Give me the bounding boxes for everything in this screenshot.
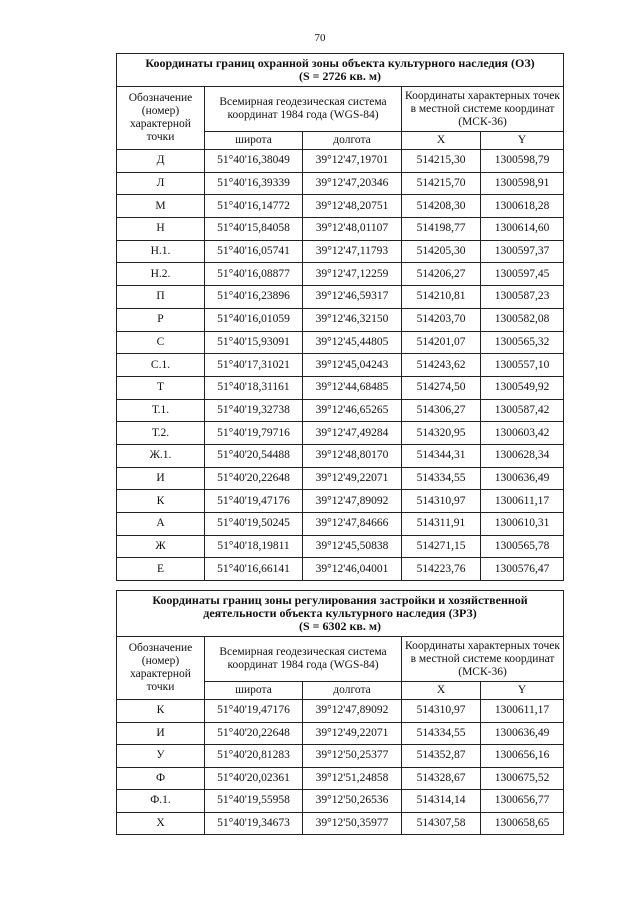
longitude: 39°12'50,26536	[303, 790, 402, 813]
table-row	[117, 722, 564, 745]
longitude: 39°12'47,89092	[303, 700, 402, 723]
coord-x: 514271,15	[402, 535, 481, 558]
header-y: Y	[481, 682, 564, 700]
table-row	[117, 308, 564, 331]
point-label: И	[117, 722, 205, 745]
latitude: 51°40'15,84058	[205, 218, 303, 241]
longitude: 39°12'49,22071	[303, 722, 402, 745]
coord-y: 1300587,23	[481, 286, 564, 309]
coord-y: 1300598,91	[481, 172, 564, 195]
coord-y: 1300587,42	[481, 399, 564, 422]
table-title	[117, 591, 564, 637]
coord-y: 1300656,16	[481, 745, 564, 768]
longitude: 39°12'46,32150	[303, 308, 402, 331]
point-label: П	[117, 286, 205, 309]
longitude: 39°12'48,01107	[303, 218, 402, 241]
longitude: 39°12'49,22071	[303, 467, 402, 490]
coord-y: 1300675,52	[481, 767, 564, 790]
header-y: Y	[481, 132, 564, 150]
point-label: Ж	[117, 535, 205, 558]
coord-y: 1300618,28	[481, 195, 564, 218]
coord-x: 514208,30	[402, 195, 481, 218]
longitude: 39°12'45,04243	[303, 354, 402, 377]
coord-y: 1300597,45	[481, 263, 564, 286]
coord-x: 514206,27	[402, 263, 481, 286]
coord-x: 514310,97	[402, 700, 481, 723]
latitude: 51°40'16,39339	[205, 172, 303, 195]
header-x: X	[402, 132, 481, 150]
coord-y: 1300658,65	[481, 812, 564, 835]
coord-y: 1300565,78	[481, 535, 564, 558]
longitude: 39°12'45,44805	[303, 331, 402, 354]
point-label: Т.2.	[117, 422, 205, 445]
point-label: Т.1.	[117, 399, 205, 422]
coord-x: 514311,91	[402, 513, 481, 536]
coord-y: 1300576,47	[481, 558, 564, 581]
header-msk36: Координаты характерных точек в местной системе координат (МСК-36)	[402, 87, 564, 132]
table-row	[117, 467, 564, 490]
point-label: К	[117, 700, 205, 723]
longitude: 39°12'47,20346	[303, 172, 402, 195]
table-row	[117, 700, 564, 723]
latitude: 51°40'16,23896	[205, 286, 303, 309]
point-label: Ф	[117, 767, 205, 790]
coord-x: 514334,55	[402, 467, 481, 490]
coord-x: 514223,76	[402, 558, 481, 581]
coord-x: 514215,30	[402, 150, 481, 173]
coord-x: 514306,27	[402, 399, 481, 422]
table-row	[117, 354, 564, 377]
point-label: Н	[117, 218, 205, 241]
coord-y: 1300636,49	[481, 467, 564, 490]
table-row	[117, 444, 564, 467]
latitude: 51°40'19,47176	[205, 490, 303, 513]
table-row	[117, 790, 564, 813]
coord-y: 1300628,34	[481, 444, 564, 467]
table-row	[117, 150, 564, 173]
latitude: 51°40'17,31021	[205, 354, 303, 377]
point-label: Н.2.	[117, 263, 205, 286]
longitude: 39°12'44,68485	[303, 376, 402, 399]
table-row	[117, 490, 564, 513]
longitude: 39°12'47,89092	[303, 490, 402, 513]
header-msk36: Координаты характерных точек в местной системе координат (МСК-36)	[402, 637, 564, 682]
header-longitude: долгота	[303, 132, 402, 150]
table-row	[117, 399, 564, 422]
table-row	[117, 422, 564, 445]
latitude: 51°40'16,66141	[205, 558, 303, 581]
latitude: 51°40'16,14772	[205, 195, 303, 218]
table-row	[117, 376, 564, 399]
latitude: 51°40'19,32738	[205, 399, 303, 422]
point-label: И	[117, 467, 205, 490]
latitude: 51°40'20,81283	[205, 745, 303, 768]
coord-x: 514307,58	[402, 812, 481, 835]
point-label: У	[117, 745, 205, 768]
table-row	[117, 558, 564, 581]
point-label: А	[117, 513, 205, 536]
longitude: 39°12'48,80170	[303, 444, 402, 467]
latitude: 51°40'16,05741	[205, 240, 303, 263]
header-point: Обозначение (номер) характерной точки	[117, 637, 205, 700]
latitude: 51°40'19,79716	[205, 422, 303, 445]
coord-x: 514198,77	[402, 218, 481, 241]
coord-x: 514334,55	[402, 722, 481, 745]
longitude: 39°12'47,11793	[303, 240, 402, 263]
latitude: 51°40'15,93091	[205, 331, 303, 354]
latitude: 51°40'20,22648	[205, 467, 303, 490]
coord-x: 514210,81	[402, 286, 481, 309]
table-row	[117, 172, 564, 195]
longitude: 39°12'50,35977	[303, 812, 402, 835]
point-label: Е	[117, 558, 205, 581]
coord-x: 514274,50	[402, 376, 481, 399]
point-label: Л	[117, 172, 205, 195]
longitude: 39°12'50,25377	[303, 745, 402, 768]
header-latitude: широта	[205, 682, 303, 700]
table-row	[117, 263, 564, 286]
point-label: Х	[117, 812, 205, 835]
table-title-area: (S = 2726 кв. м)	[298, 69, 382, 83]
point-label: С.1.	[117, 354, 205, 377]
coord-x: 514352,87	[402, 745, 481, 768]
coord-x: 514344,31	[402, 444, 481, 467]
latitude: 51°40'16,01059	[205, 308, 303, 331]
table-row	[117, 240, 564, 263]
longitude: 39°12'47,84666	[303, 513, 402, 536]
table-row	[117, 286, 564, 309]
latitude: 51°40'20,02361	[205, 767, 303, 790]
page-number: 70	[314, 32, 326, 44]
table-title-line: Координаты границ охранной зоны объекта культурного наследия (ОЗ)	[145, 56, 535, 70]
latitude: 51°40'19,50245	[205, 513, 303, 536]
coord-x: 514320,95	[402, 422, 481, 445]
table-row	[117, 535, 564, 558]
longitude: 39°12'46,04001	[303, 558, 402, 581]
header-point: Обозначение (номер) характерной точки	[117, 87, 205, 150]
longitude: 39°12'45,50838	[303, 535, 402, 558]
point-label: Н.1.	[117, 240, 205, 263]
header-longitude: долгота	[303, 682, 402, 700]
coord-x: 514328,67	[402, 767, 481, 790]
table-row	[117, 745, 564, 768]
coord-y: 1300603,42	[481, 422, 564, 445]
latitude: 51°40'19,55958	[205, 790, 303, 813]
zrz-coordinates-table	[116, 590, 564, 835]
point-label: К	[117, 490, 205, 513]
point-label: Ж.1.	[117, 444, 205, 467]
longitude: 39°12'47,49284	[303, 422, 402, 445]
coord-x: 514310,97	[402, 490, 481, 513]
coord-x: 514205,30	[402, 240, 481, 263]
coord-y: 1300565,32	[481, 331, 564, 354]
table-row	[117, 195, 564, 218]
table-row	[117, 767, 564, 790]
header-wgs84: Всемирная геодезическая система координат 1984 года (WGS-84)	[205, 637, 402, 682]
latitude: 51°40'18,31161	[205, 376, 303, 399]
latitude: 51°40'16,38049	[205, 150, 303, 173]
header-latitude: широта	[205, 132, 303, 150]
header-x: X	[402, 682, 481, 700]
latitude: 51°40'18,19811	[205, 535, 303, 558]
coord-x: 514243,62	[402, 354, 481, 377]
latitude: 51°40'19,47176	[205, 700, 303, 723]
coord-y: 1300598,79	[481, 150, 564, 173]
coord-y: 1300656,77	[481, 790, 564, 813]
latitude: 51°40'20,54488	[205, 444, 303, 467]
longitude: 39°12'46,59317	[303, 286, 402, 309]
longitude: 39°12'46,65265	[303, 399, 402, 422]
coord-y: 1300611,17	[481, 700, 564, 723]
point-label: Р	[117, 308, 205, 331]
coord-x: 514215,70	[402, 172, 481, 195]
table-row	[117, 218, 564, 241]
coord-y: 1300597,37	[481, 240, 564, 263]
latitude: 51°40'16,08877	[205, 263, 303, 286]
longitude: 39°12'51,24858	[303, 767, 402, 790]
coord-y: 1300614,60	[481, 218, 564, 241]
coord-y: 1300636,49	[481, 722, 564, 745]
longitude: 39°12'47,19701	[303, 150, 402, 173]
table-row	[117, 331, 564, 354]
longitude: 39°12'48,20751	[303, 195, 402, 218]
latitude: 51°40'20,22648	[205, 722, 303, 745]
coord-y: 1300582,08	[481, 308, 564, 331]
point-label: С	[117, 331, 205, 354]
table-row	[117, 812, 564, 835]
latitude: 51°40'19,34673	[205, 812, 303, 835]
table-title-line: Координаты границ зоны регулирования застройки и хозяйственной	[152, 593, 528, 607]
coord-x: 514201,07	[402, 331, 481, 354]
table-title-area: (S = 6302 кв. м)	[298, 619, 382, 633]
table-title-line: деятельности объекта культурного наследия (ЗРЗ)	[203, 606, 477, 620]
coord-y: 1300557,10	[481, 354, 564, 377]
oz-coordinates-table	[116, 53, 564, 581]
point-label: Ф.1.	[117, 790, 205, 813]
longitude: 39°12'47,12259	[303, 263, 402, 286]
point-label: Д	[117, 150, 205, 173]
point-label: Т	[117, 376, 205, 399]
table-row	[117, 513, 564, 536]
coord-x: 514203,70	[402, 308, 481, 331]
coord-x: 514314,14	[402, 790, 481, 813]
coord-y: 1300611,17	[481, 490, 564, 513]
table-title	[117, 54, 564, 87]
point-label: М	[117, 195, 205, 218]
coord-y: 1300610,31	[481, 513, 564, 536]
coord-y: 1300549,92	[481, 376, 564, 399]
header-wgs84: Всемирная геодезическая система координат 1984 года (WGS-84)	[205, 87, 402, 132]
